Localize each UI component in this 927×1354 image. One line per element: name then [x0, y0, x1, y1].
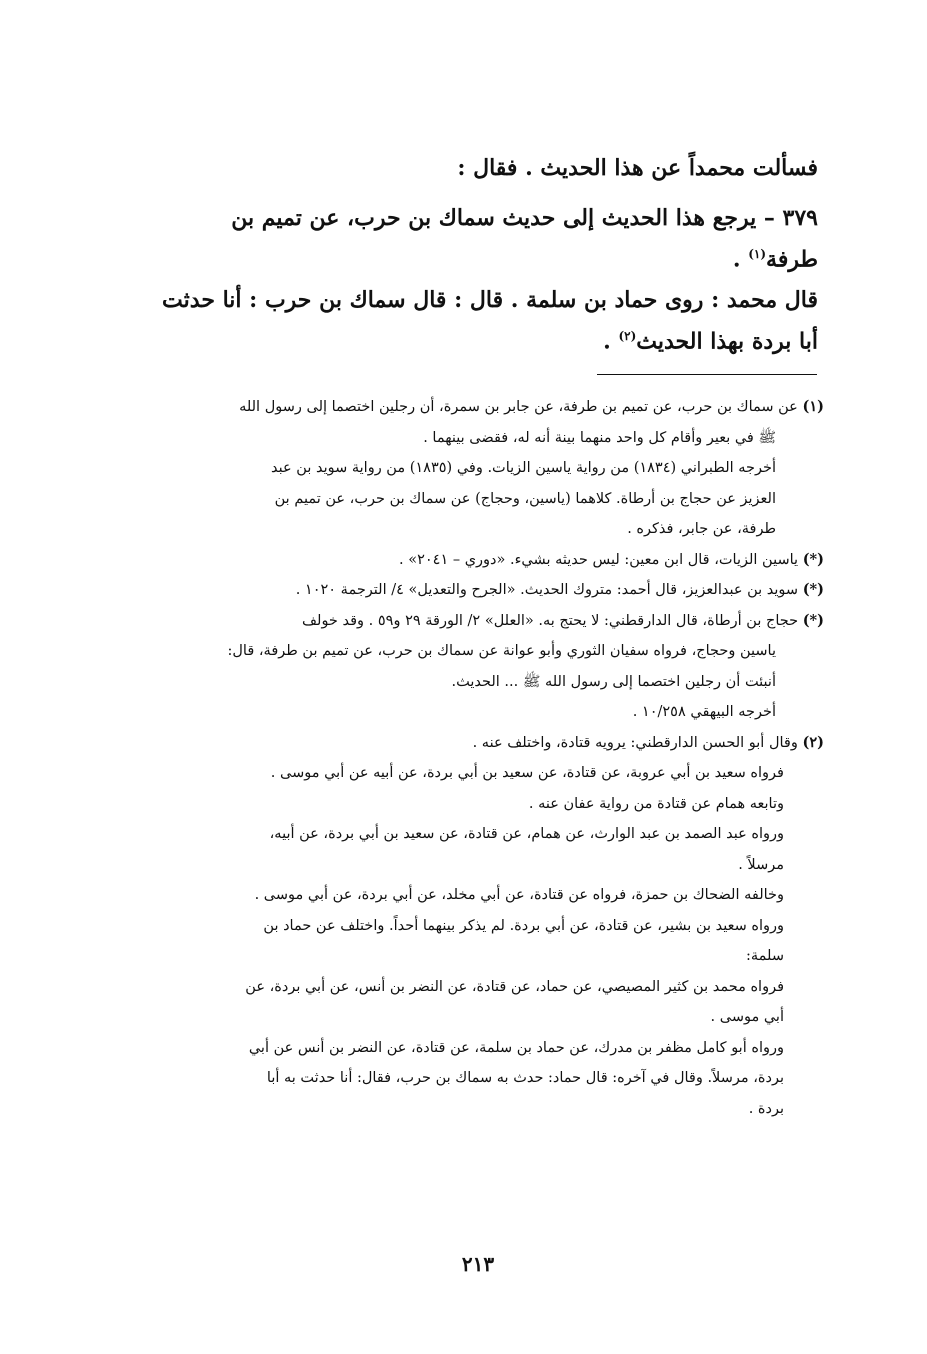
footnote-2-line5: مرسلاً .: [738, 856, 784, 873]
footnote-1-line3: أخرجه الطبراني (١٨٣٤) من رواية ياسين الزيات. وفي (١٨٣٥) من رواية سويد بن عبد: [271, 460, 776, 476]
footnote-separator: [597, 374, 817, 375]
footnote-ref-2[interactable]: (٢): [618, 329, 637, 343]
footnote-2-line11: ورواه أبو كامل مظفر بن مدرك، عن حماد بن سلمة، عن قتادة، عن النضر بن أنس عن أبي: [248, 1039, 784, 1056]
page-number: ٢١٣: [461, 1252, 495, 1276]
paragraph-379-line1: ٣٧٩ – يرجع هذا الحديث إلى حديث سماك بن حرب، عن تميم بن: [231, 205, 818, 231]
footnote-2-line10: أبي موسى .: [710, 1009, 784, 1025]
star-marker: (*): [802, 581, 824, 598]
footnote-1-line2: ﷺ في بعير وأقام كل واحد منهما بينة أنه له، فقضى بينهما .: [423, 429, 776, 446]
intro-line: فسألت محمداً عن هذا الحديث . فقال :: [457, 155, 818, 181]
paragraph-muhammad: [118, 282, 818, 359]
paragraph-379-line2: طرفة$^{(١)}$ .: [732, 246, 818, 273]
paragraph-379: [118, 200, 818, 277]
footnote-2-line2: فرواه سعيد بن أبي عروبة، عن قتادة، عن سعيد بن أبي بردة، عن أبيه عن أبي موسى .: [270, 765, 784, 781]
footnote-1-marker: (١): [802, 398, 824, 415]
paragraph-muhammad-line2: أبا بردة بهذا الحديث$^{(٢)}$ .: [603, 328, 818, 355]
footnote-1-line5: طرفة، عن جابر، فذكره .: [627, 521, 776, 537]
footnote-2-marker: (٢): [802, 733, 824, 751]
footnote-2-line6: وخالفه الضحاك بن حمزة، فرواه عن قتادة، عن أبي مخلد، عن أبي بردة، عن أبي موسى .: [254, 887, 784, 903]
narrator-note-suwayd: (*) سويد بن عبدالعزيز، قال أحمد: متروك الحديث. «الجرح والتعديل» ٤/ الترجمة ١٠٢٠ .: [124, 575, 824, 606]
footnote-2-line9: فرواه محمد بن كثير المصيصي، عن حماد، عن قتادة، عن النضر بن أنس، عن أبي بردة، عن: [245, 978, 784, 995]
footnote-ref-1[interactable]: (١): [748, 247, 767, 261]
footnote-2-line8: سلمة:: [746, 948, 784, 964]
footnote-1-line1: (١) عن سماك بن حرب، عن تميم بن طرفة، عن جابر بن سمرة، أن رجلين اختصما إلى رسول الله: [124, 392, 824, 423]
footnote-2-line13: بردة .: [748, 1100, 784, 1117]
narrator-note-hajjaj-line1: (*) حجاج بن أرطاة، قال الدارقطني: لا يحتج به. «العلل» ٢/ الورقة ٢٩ و٥٩ . وقد خولف: [124, 606, 824, 637]
footnote-2-line1: (٢) وقال أبو الحسن الدارقطني: يرويه قتادة، واختلف عنه .: [124, 728, 824, 759]
footnotes: [124, 392, 824, 1124]
narrator-note-hajjaj-line4: أخرجه البيهقي ١٠/٢٥٨ .: [632, 704, 776, 720]
footnote-2-line3: وتابعه همام عن قتادة من رواية عفان عنه .: [528, 795, 784, 812]
main-text: [118, 150, 818, 186]
star-marker: (*): [802, 550, 824, 568]
footnote-1-line4: العزيز عن حجاج بن أرطاة. كلاهما (ياسين، وحجاج) عن سماك بن حرب، عن تميم بن: [274, 490, 776, 507]
footnote-2-line12: بردة، مرسلاً. وقال في آخره: قال حماد: حدث به سماك بن حرب، فقال: أنا حدثت به أبا: [266, 1070, 784, 1086]
narrator-note-yasin: (*) ياسين الزيات، قال ابن معين: ليس حديثه بشيء. «دوري – ٢٠٤١» .: [124, 545, 824, 576]
narrator-note-hajjaj-line2: ياسين وحجاج، فرواه سفيان الثوري وأبو عوانة عن سماك بن حرب، عن تميم بن طرفة، قال:: [227, 643, 776, 659]
narrator-note-hajjaj-line3: أنبئت أن رجلين اختصما إلى رسول الله ﷺ ... الحديث.: [451, 673, 776, 690]
paragraph-muhammad-line1: قال محمد : روى حماد بن سلمة . قال : قال سماك بن حرب : أنا حدثت: [162, 287, 818, 313]
star-marker: (*): [802, 611, 824, 629]
footnote-2-line7: ورواه سعيد بن بشير، عن قتادة، عن أبي بردة. لم يذكر بينهما أحداً. واختلف عن حماد بن: [263, 917, 784, 934]
footnote-2-line4: ورواه عبد الصمد بن عبد الوارث، عن همام، عن قتادة، عن سعيد بن أبي بردة، عن أبيه،: [269, 826, 784, 842]
